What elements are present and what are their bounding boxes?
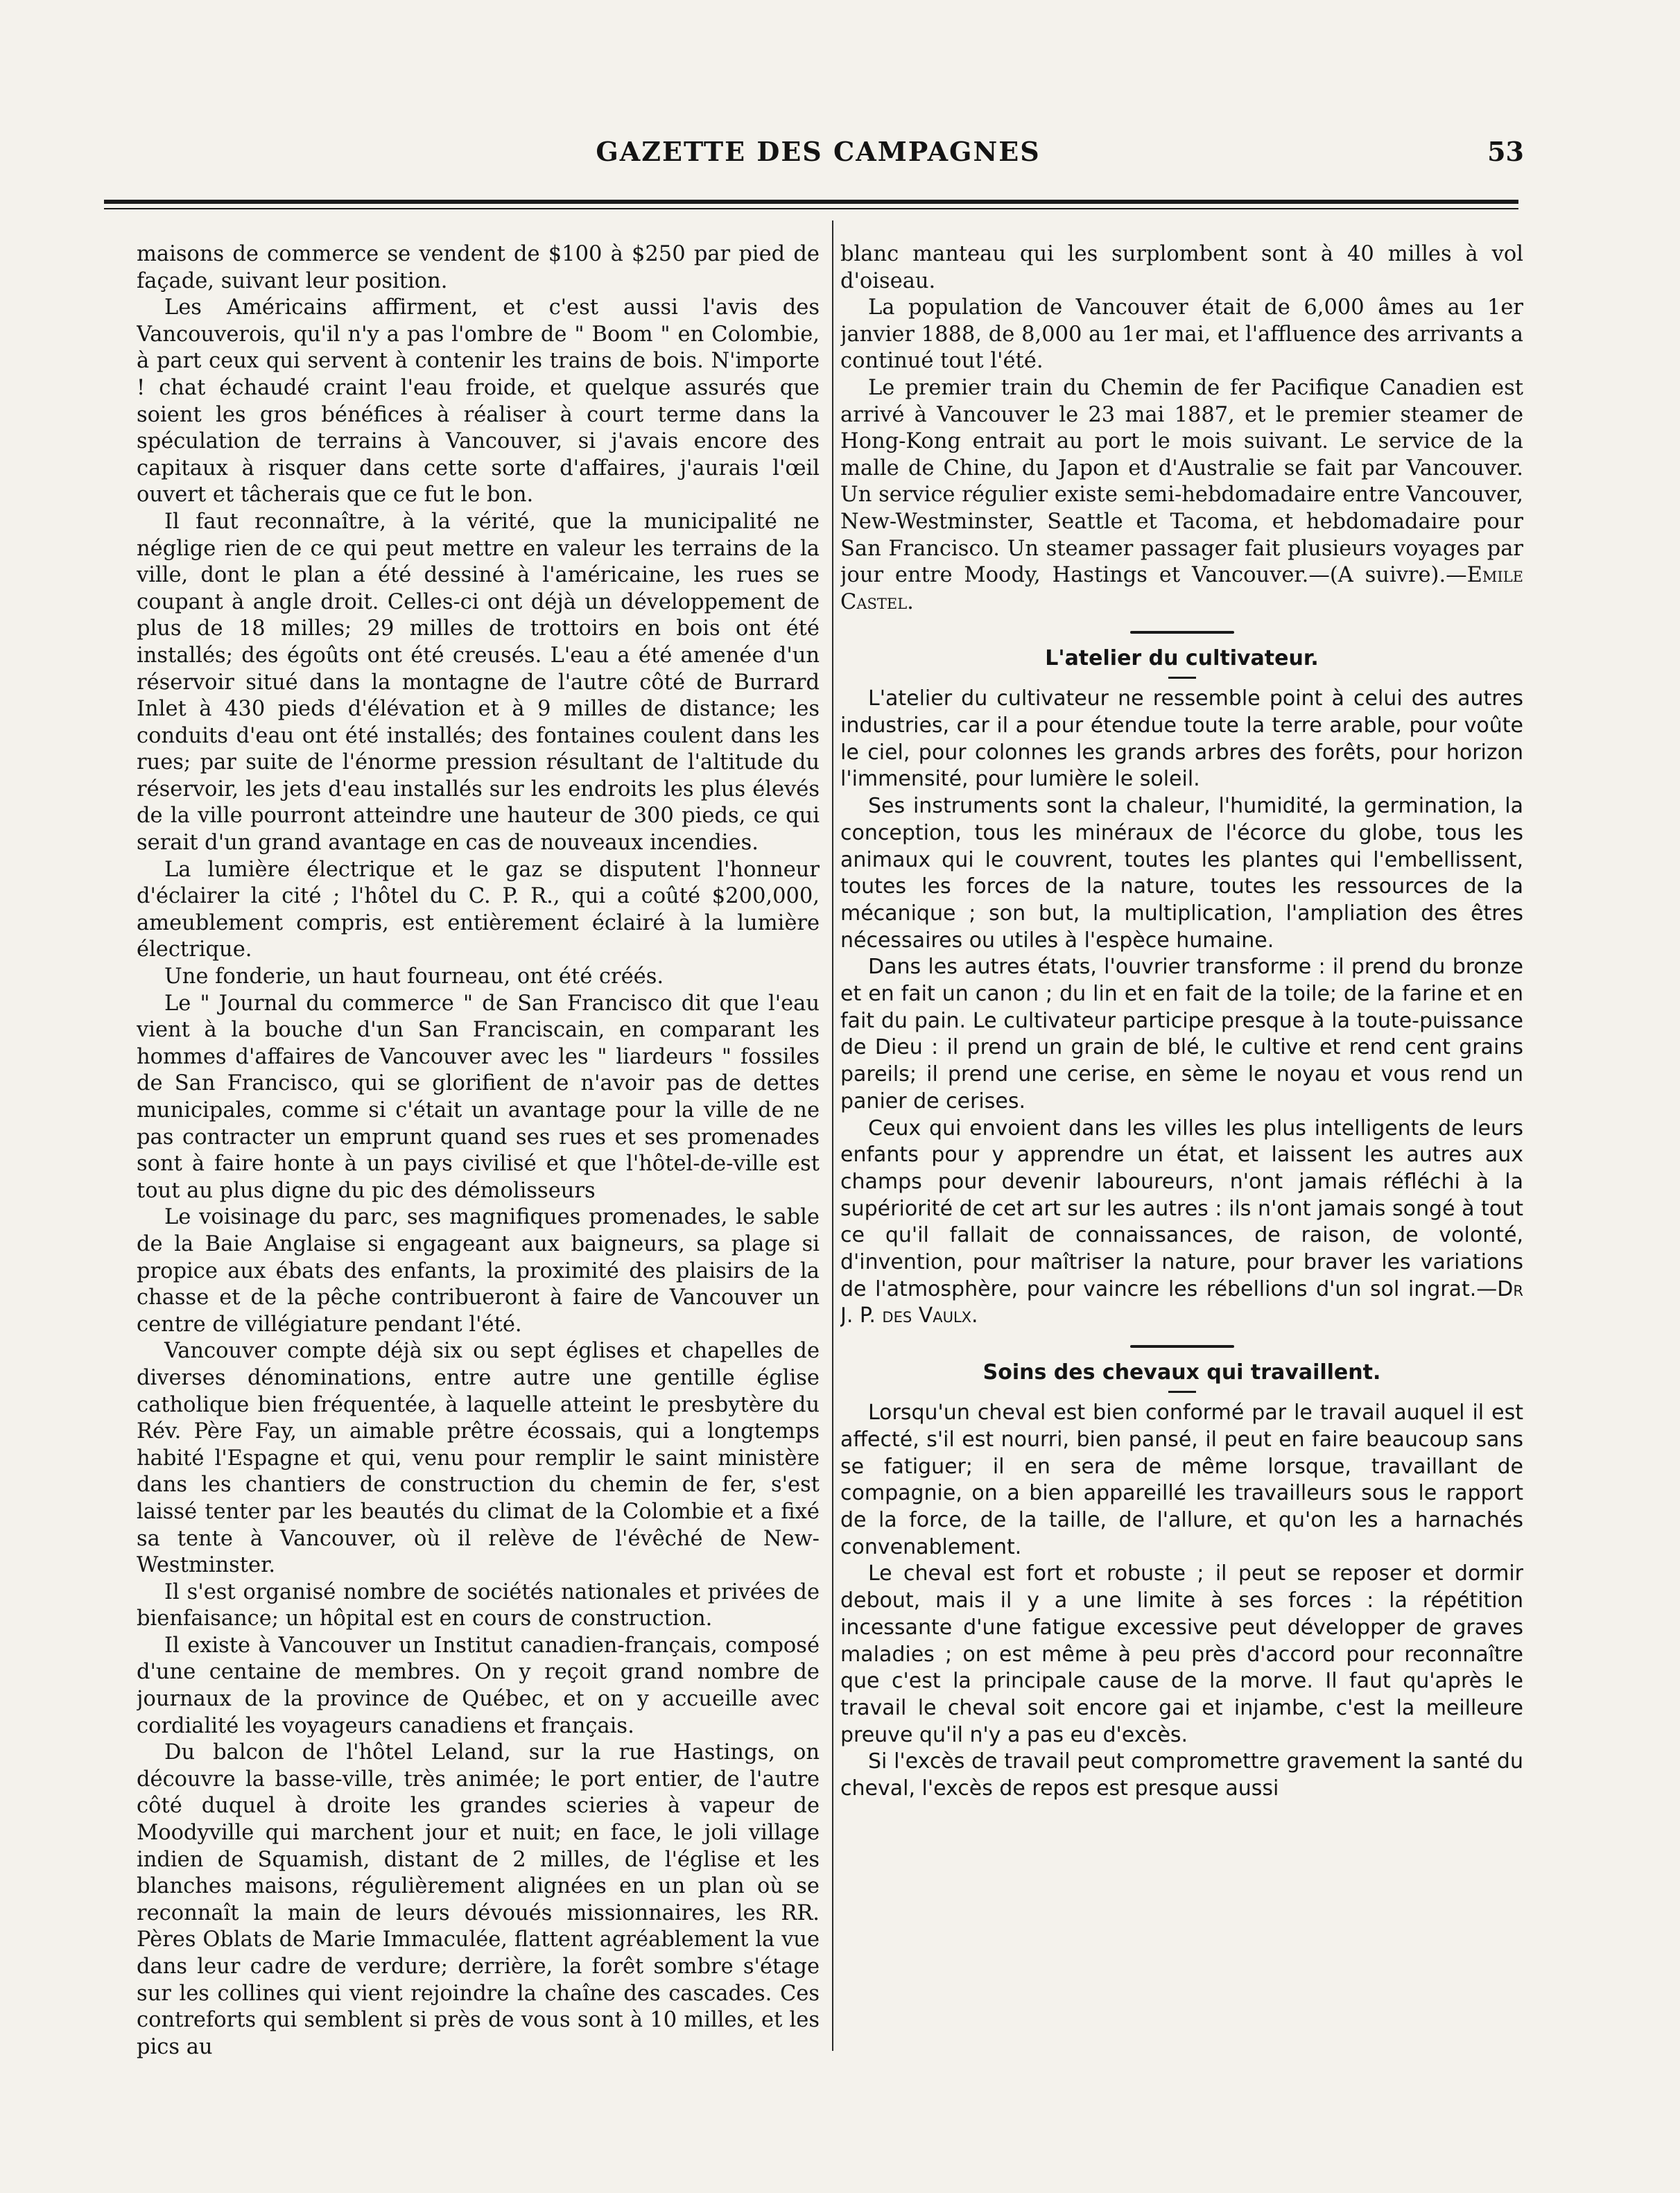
publication-title: GAZETTE DES CAMPAGNES (596, 136, 1041, 167)
atelier-paragraph-4 (840, 1116, 1523, 1330)
left-paragraph-5: Une fonderie, un haut fourneau, ont été créés. (164, 964, 664, 989)
page-number: 53 (1487, 136, 1524, 167)
left-paragraph-4: La lumière électrique et le gaz se disputent l'honneur d'éclairer la cité ; l'hôtel du C. P. R., qui a coûté $200,000, ameublement compris, est entièrement éclairé à la lumière électrique. (137, 857, 820, 962)
atelier-paragraph-3: Dans les autres états, l'ouvrier transforme : il prend du bronze et en fait un canon ; du lin et en fait de la toile; de la farine et en fait du pain. Le cultivateur participe presque à la toute-puissance de Dieu : il prend un grain de blé, le cultive et rend cent grains pareils; il prend une cerise, en sème le noyau et vous rend un panier de cerises. (840, 955, 1523, 1113)
section-heading-atelier: L'atelier du cultivateur. (1045, 646, 1319, 671)
heading-underline-2 (1168, 1391, 1196, 1393)
right-paragraph-2: La population de Vancouver était de 6,000 âmes au 1er janvier 1888, de 8,000 au 1er mai, et l'affluence des arrivants a continué tout l'été. (840, 295, 1523, 374)
atelier-paragraph-2: Ses instruments sont la chaleur, l'humidité, la germination, la conception, tous les minéraux de l'écorce du globe, tous les animaux qui le couvrent, toutes les plantes qui l'embellissent, toutes les forces de la nature, toutes les ressources de la mécanique ; son but, la multiplication, l'ampliation des êtres nécessaires ou utiles à l'espèce humaine. (840, 794, 1523, 953)
heading-underline-1 (1168, 677, 1196, 679)
left-paragraph-9: Il s'est organisé nombre de sociétés nationales et privées de bienfaisance; un hôpital est en cours de construction. (137, 1579, 820, 1631)
left-column (137, 241, 820, 2141)
right-paragraph-1: blanc manteau qui les surplombent sont à 40 milles à vol d'oiseau. (840, 242, 1523, 293)
atelier-paragraph-4-text: Ceux qui envoient dans les villes les plus intelligents de leurs enfants pour y apprendre un état, et laissent les autres aux champs pour devenir laboureurs, n'ont jamais réfléchi à la supériorité de cet art sur les autres : ils n'ont jamais songé à tout ce qu'il fallait de connaissances, de raison, de volonté, d'invention, pour maîtriser la nature, pour braver les variations de l'atmosphère, pour vaincre les rébellions d'un sol ingrat.— (840, 1116, 1523, 1301)
right-paragraph-3 (840, 375, 1523, 616)
section-heading-chevaux: Soins des chevaux qui travaillent. (982, 1360, 1381, 1385)
left-paragraph-3: Il faut reconnaître, à la vérité, que la municipalité ne néglige rien de ce qui peut mettre en valeur les terrains de la ville, dont le plan a été dessiné à l'américaine, les rues se coupant à angle droit. Celles-ci ont déjà un développement de plus de 18 milles; 29 milles de trottoirs en bois ont été installés; des égoûts ont été creusés. L'eau a été amenée d'un réservoir situé dans la montagne de l'autre côté de Burrard Inlet à 430 pieds d'élévation et à 9 milles de distance; les conduits d'eau ont été installés; des fontaines coulent dans les rues; par suite de l'énorme pression résultant de l'altitude du réservoir, les jets d'eau installés sur les endroits les plus élevés de la ville pourront atteindre une hauteur de 300 pieds, ce qui serait d'un grand avantage en cas de nouveaux incendies. (137, 509, 820, 856)
section-divider-1 (1130, 631, 1234, 634)
left-paragraph-11: Du balcon de l'hôtel Leland, sur la rue Hastings, on découvre la basse-ville, très animée; le port entier, de l'autre côté duquel à droite les grandes scieries à vapeur de Moodyville qui marchent jour et nuit; en face, le joli village indien de Squamish, distant de 2 milles, de l'église et les blanches maisons, régulièrement alignées en un plan où se reconnaît la main de leurs dévoués missionnaires, les RR. Pères Oblats de Marie Immaculée, flattent agréablement la vue dans leur cadre de verdure; derrière, la forêt sombre s'étage sur les collines qui vient rejoindre la chaîne des cascades. Ces contreforts qui semblent si près de vous sont à 10 milles, et les pics au (137, 1740, 820, 2059)
left-paragraph-7: Le voisinage du parc, ses magnifiques promenades, le sable de la Baie Anglaise si engageant aux baigneurs, sa plage si propice aux ébats des enfants, la proximité des plaisirs de la chasse et de la pêche contribueront à faire de Vancouver un centre de villégiature pendant l'été. (137, 1205, 820, 1337)
left-paragraph-6: Le " Journal du commerce " de San Francisco dit que l'eau vient à la bouche d'un San Franciscain, en comparant les hommes d'affaires de Vancouver avec les " liardeurs " fossiles de San Francisco, qui se glorifient de n'avoir pas de dettes municipales, comme si c'était un avantage pour la ville de ne pas contracter un emprunt quand ses rues et ses promenades sont à faire honte à un pays civilisé et que l'hôtel-de-ville est tout au plus digne du pic des démolisseurs (137, 991, 820, 1203)
author-signature-vaulx: Dr J. P. des Vaulx. (840, 1276, 1523, 1328)
header-rule-thin (104, 208, 1518, 209)
article-continuation (840, 241, 1523, 616)
chevaux-paragraph-1: Lorsqu'un cheval est bien conformé par le travail auquel il est affecté, s'il est nourri, bien pansé, il peut en faire beaucoup sans se fatiguer; il en sera de même lorsque, travaillant de compagnie, on a bien appareillé les travailleurs sous le rapport de la force, de la taille, de l'allure, et qu'on les a harnachés convenablement. (840, 1401, 1523, 1559)
header-rule-thick (104, 200, 1518, 204)
left-paragraph-1: maisons de commerce se vendent de $100 à $250 par pied de façade, suivant leur position. (137, 242, 820, 293)
page-header (104, 136, 1532, 177)
left-paragraph-8: Vancouver compte déjà six ou sept églises et chapelles de diverses dénominations, entre autre une gentille église catholique bien fréquentée, à laquelle atteint le presbytère du Rév. Père Fay, un aimable prêtre écossais, qui a longtemps habité l'Espagne et qui, venu pour remplir le saint ministère dans les chantiers de construction du chemin de fer, s'est laissé tenter par les beautés du climat de la Colombie et a fixé sa tente à Vancouver, où il relève de l'évêché de New-Westminster. (137, 1339, 820, 1578)
chevaux-paragraph-3: Si l'excès de travail peut compromettre gravement la santé du cheval, l'excès de repos est presque aussi (840, 1749, 1523, 1801)
left-paragraph-2: Les Américains affirment, et c'est aussi l'avis des Vancouverois, qu'il n'y a pas l'ombre de " Boom " en Colombie, à part ceux qui servent à contenir les trains de bois. N'importe ! chat échaudé craint l'eau froide, et quelque assurés que soient les gros bénéfices à réaliser à court terme dans la spéculation de terrains à Vancouver, si j'avais encore des capitaux à risquer dans cette sorte d'affaires, j'aurais l'œil ouvert et tâcherais que ce fut le bon. (137, 295, 820, 508)
section-divider-2 (1130, 1345, 1234, 1348)
right-column (840, 241, 1523, 2141)
chevaux-paragraph-2: Le cheval est fort et robuste ; il peut se reposer et dormir debout, mais il y a une limite à ses forces : la répétition incessante d'une fatigue excessive peut développer de graves maladies ; on est même à peu près d'accord pour reconnaître que c'est la principale cause de la morve. Il faut qu'après le travail le cheval soit encore gai et injambe, c'est la meilleure preuve qu'il n'y a pas eu d'excès. (840, 1561, 1523, 1747)
article-atelier (840, 686, 1523, 1330)
right-paragraph-3-text: Le premier train du Chemin de fer Pacifique Canadien est arrivé à Vancouver le 23 mai 1887, et le premier steamer de Hong-Kong entrait au port le mois suivant. Le service de la malle de Chine, du Japon et d'Australie se fait par Vancouver. Un service régulier existe semi-hebdomadaire entre Vancouver, New-Westminster, Seattle et Tacoma, et hebdomadaire pour San Francisco. Un steamer passager fait plusieurs voyages par jour entre Moody, Hastings et Vancouver.—(A suivre).— (840, 375, 1523, 588)
article-chevaux (840, 1400, 1523, 1803)
atelier-paragraph-1: L'atelier du cultivateur ne ressemble point à celui des autres industries, car il a pour étendue toute la terre arable, pour voûte le ciel, pour colonnes les grands arbres des forêts, pour horizon l'immensité, pour lumière le soleil. (840, 686, 1523, 792)
left-paragraph-10: Il existe à Vancouver un Institut canadien-français, composé d'une centaine de membres. On y reçoit grand nombre de journaux de la province de Québec, et on y accueille avec cordialité les voyageurs canadiens et français. (137, 1633, 820, 1738)
author-signature-castel: Emile Castel. (840, 563, 1523, 614)
column-divider (832, 220, 833, 2051)
